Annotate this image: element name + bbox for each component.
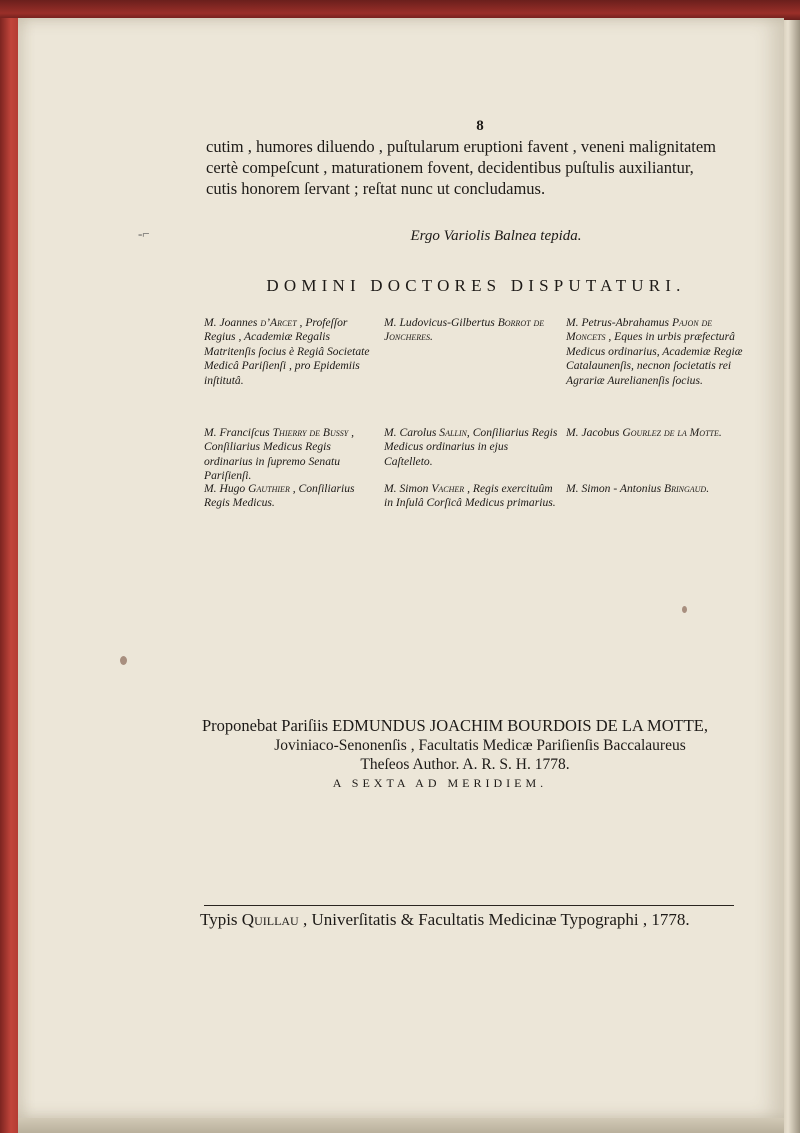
doctor-entry: M. Simon Vacher , Regis exercituûm in Inſulâ Corſicâ Medicus primarius.: [384, 482, 556, 510]
body-line: cutim , humores diluendo , puſtularum eruptioni favent , veneni malignitatem: [206, 137, 717, 156]
page-number: 8: [476, 118, 484, 134]
doctor-entry: M. Jacobus Gourlez de la Motte.: [566, 426, 722, 439]
foxing-spot: [682, 606, 687, 613]
thesis-statement: Ergo Variolis Balnea tepida.: [410, 228, 582, 244]
colophon-line: A SEXTA AD MERIDIEM.: [332, 776, 548, 790]
body-paragraph: [206, 136, 746, 199]
doctor-entry: M. Carolus Sallin, Conſiliarius Regis Medicus ordinarius in ejus Caſtelleto.: [384, 426, 558, 468]
printer-imprint: Typis Quillau , Univerſitatis & Facultatis Medicinæ Typographi , 1778.: [200, 910, 690, 929]
doctor-entry: M. Joannes d’Arcet , Profeſſor Regius , Academiæ Regalis Matritenſis ſocius è Regiâ Societate Medicâ Pariſienſi , pro Epidemiis inſtitutâ.: [204, 316, 370, 387]
doctor-entry: M. Ludovicus-Gilbertus Borrot de Joncheres.: [384, 316, 545, 344]
doctor-entry: M. Hugo Gauthier , Conſiliarius Regis Medicus.: [204, 482, 355, 510]
doctors-list: [204, 316, 752, 511]
doctor-entry: M. Franciſcus Thierry de Bussy , Conſiliarius Medicus Regis ordinarius in ſupremo Senatu Pariſienſi.: [204, 426, 355, 483]
divider-rule: [204, 905, 734, 906]
doctor-entry: M. Simon - Antonius Bringaud.: [566, 482, 710, 495]
book-binding-left: [0, 18, 20, 1133]
doctor-entry: M. Petrus-Abrahamus Pajon de Moncets , Eques in urbis præfecturâ Medicus ordinarius, Academiæ Regiæ Catalaunenſis, necnon ſocietatis rei Agrariæ Aurelianenſis ſocius.: [566, 316, 743, 387]
colophon-line: Theſeos Author. A. R. S. H. 1778.: [360, 756, 570, 773]
doctors-heading: DOMINI DOCTORES DISPUTATURI.: [266, 276, 686, 295]
body-line: certè compeſcunt , maturationem fovent, decidentibus puſtulis auxiliantur,: [206, 158, 694, 177]
foxing-spot: [120, 656, 127, 665]
colophon-line: Proponebat Pariſiis EDMUNDUS JOACHIM BOURDOIS DE LA MOTTE,: [202, 716, 708, 735]
colophon-line: Joviniaco-Senonenſis , Facultatis Medicæ Pariſienſis Baccalaureus: [274, 737, 686, 754]
body-line: cutis honorem ſervant ; reſtat nunc ut concludamus.: [206, 179, 546, 198]
margin-pen-mark: -⌐: [138, 226, 150, 241]
colophon: [200, 716, 760, 791]
